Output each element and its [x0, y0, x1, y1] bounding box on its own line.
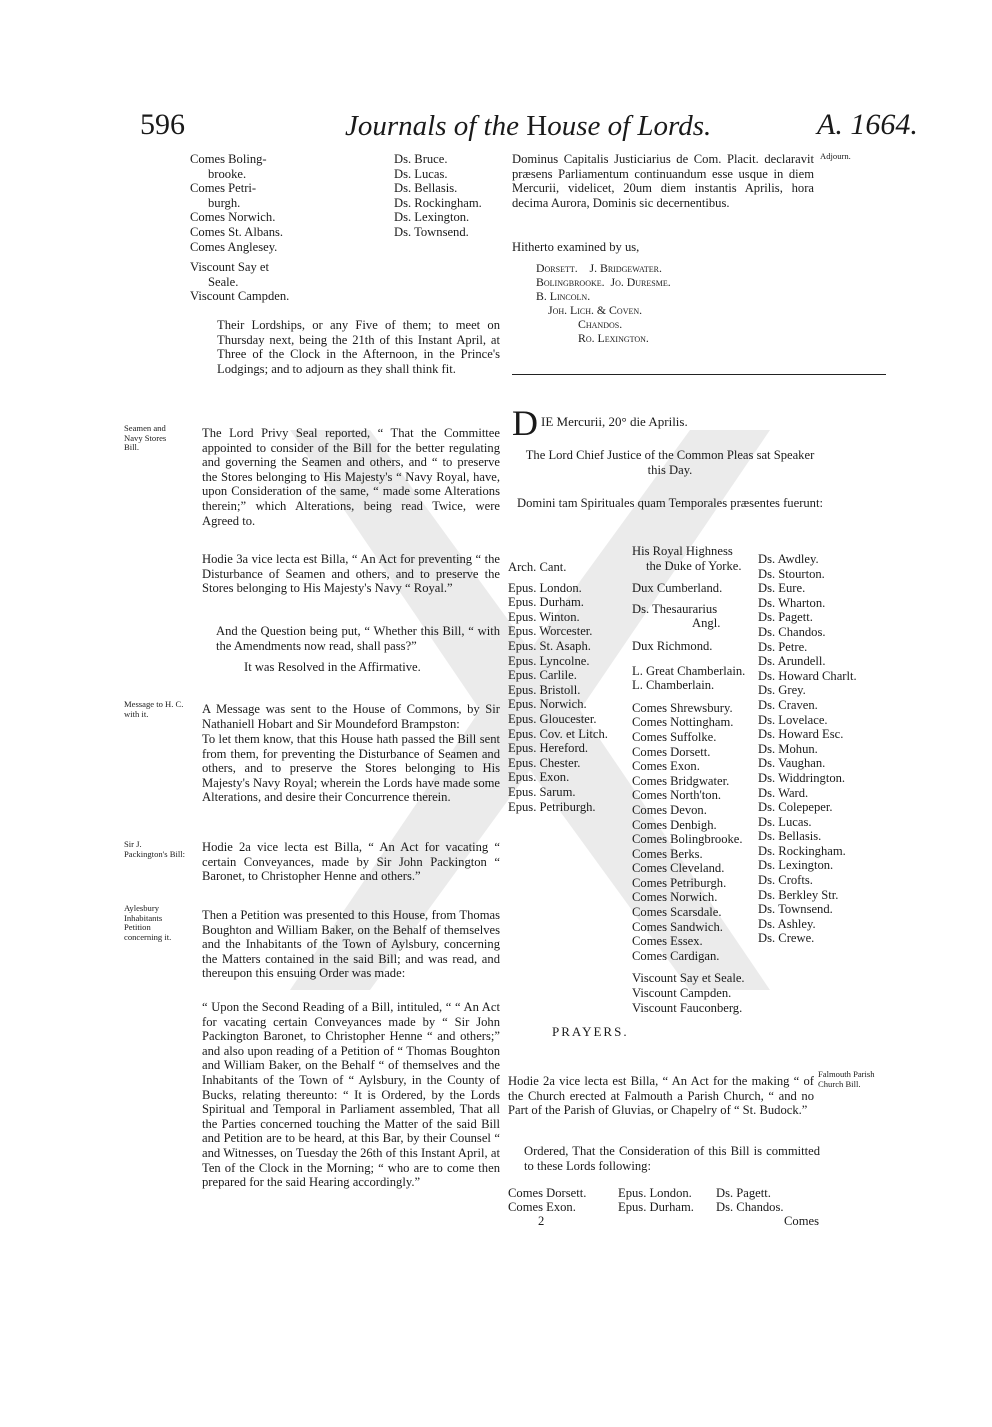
baron: Ds. Craven.: [758, 697, 818, 712]
baron: Ds. Lucas.: [758, 814, 812, 829]
baron: Ds. Vaughan.: [758, 756, 826, 771]
baron: Ds. Mohun.: [758, 741, 818, 756]
peer: Comes Norwich.: [632, 890, 718, 905]
bishop: Arch. Cant.: [508, 560, 567, 574]
signature: Joh. Lich. & Coven.: [548, 303, 643, 317]
peer: Viscount Campden.: [632, 986, 732, 1001]
bishop: Epus. Chester.: [508, 755, 581, 770]
peers-list: [632, 544, 756, 1015]
committee-member: Epus. London.: [618, 1186, 692, 1200]
peer: Comes Bridgwater.: [632, 773, 730, 788]
peer: Comes Cardigan.: [632, 948, 720, 963]
peer: the Duke of Yorke.: [646, 558, 742, 573]
peer: Comes Exon.: [632, 759, 700, 774]
bishop: Epus. Durham.: [508, 595, 584, 610]
bishop: Epus. Petriburgh.: [508, 799, 596, 814]
baron: Ds. Rockingham.: [758, 843, 846, 858]
bishop: Epus. Gloucester.: [508, 711, 597, 726]
peer: Comes Dorsett.: [632, 744, 711, 759]
peer: L. Chamberlain.: [632, 678, 715, 693]
title-mid: H: [526, 110, 548, 142]
committee-list-right: [394, 152, 504, 240]
drop-cap: D: [512, 403, 538, 443]
peer: Angl.: [692, 616, 721, 631]
signature: Bolingbrooke. Jo. Duresme.: [536, 275, 671, 289]
bishop: Epus. Winton.: [508, 609, 580, 624]
ordered-paragraph: Ordered, That the Consideration of this Bill is committed to these Lords following:: [524, 1144, 820, 1173]
prayers-heading: PRAYERS.: [552, 1024, 629, 1039]
baron: Ds. Petre.: [758, 639, 808, 654]
peer: Comes Sandwich.: [632, 919, 723, 934]
bishops-list: [508, 560, 632, 814]
page-year: A. 1664.: [817, 108, 918, 141]
committee-member: Seale.: [208, 274, 239, 289]
paragraph: The Lord Privy Seal reported, “ That the Committee appointed to consider of the Bill for the better regulating and governing the Seamen and others, and “ to preserve the Stores belonging to His Majesty's “ Navy Royal, have, upon Consideration of the same, “ made some Alterations therein;” which Alterations, being read Twice, were Agreed to.: [202, 426, 500, 528]
committee-member: Epus. Durham.: [618, 1200, 694, 1214]
baron: Ds. Bellasis.: [758, 829, 822, 844]
baron: Ds. Eure.: [758, 581, 806, 596]
baron: Ds. Ashley.: [758, 916, 816, 931]
margin-note: Seamen and Navy Stores Bill.: [124, 423, 167, 453]
margin-note: Sir J. Packington's Bill:: [124, 839, 185, 859]
peer: Viscount Fauconberg.: [632, 1000, 743, 1015]
paragraph: Then a Petition was presented to this House, from Thomas Boughton and William Baker, on the Behalf of themselves and the Inhabitants of the Town of Aylsbury, concerning the Matters contained in the said Bill; and was read, and thereupon this ensuing Order was made:: [202, 908, 500, 981]
peer: Comes Scarsdale.: [632, 905, 722, 920]
peer: Comes Berks.: [632, 846, 703, 861]
committee-member: brooke.: [208, 166, 247, 181]
baron: Ds. Berkley Str.: [758, 887, 839, 902]
present: Domini tam Spirituales quam Temporales præsentes fuerunt:: [517, 496, 823, 510]
paragraph: Hodie 2a vice lecta est Billa, “ An Act for the making “ of the Church erected at Falmouth a Parish Church, “ and no Part of the Parish of Gluvias, or Chapelry of “ St. Budock.”: [508, 1074, 814, 1118]
peer: Comes Cleveland.: [632, 861, 725, 876]
committee-member: Ds. Bellasis.: [394, 181, 458, 196]
speaker: The Lord Chief Justice of the Common Pleas sat Speaker this Day.: [525, 448, 815, 477]
paragraph: Hodie 2a vice lecta est Billa, “ An Act for vacating “ certain Conveyances, made by Sir John Packington “ Baronet, to Christopher Henne and others.”: [202, 840, 500, 884]
paragraph: A Message was sent to the House of Commons, by Sir Nathaniell Hobart and Sir Moundeford Brampston:: [202, 702, 500, 731]
peer: Comes Essex.: [632, 934, 703, 949]
question: And the Question being put, “ Whether this Bill, “ with the Amendments now read, shall pass?”: [216, 624, 500, 653]
journal-title: [345, 110, 711, 143]
committee-member: Comes Exon.: [508, 1200, 576, 1214]
committee-member: Comes Norwich.: [190, 210, 276, 225]
signature: Ro. Lexington.: [578, 331, 649, 345]
peer: Ds. Thesaurarius: [632, 601, 718, 616]
baron: Ds. Howard Esc.: [758, 727, 844, 742]
signature: B. Lincoln.: [536, 289, 591, 303]
peer: Dux Cumberland.: [632, 581, 723, 596]
peer: L. Great Chamberlain.: [632, 663, 746, 678]
peer: Comes Denbigh.: [632, 817, 717, 832]
baron: Ds. Townsend.: [758, 902, 833, 917]
baron: Ds. Stourton.: [758, 566, 825, 581]
committee-member: Comes Anglesey.: [190, 239, 278, 254]
peer: Dux Richmond.: [632, 638, 713, 653]
bishop: Epus. St. Asaph.: [508, 638, 591, 653]
baron: Ds. Colepeper.: [758, 800, 833, 815]
peer: Comes Devon.: [632, 802, 707, 817]
margin-note: Aylesbury Inhabitants Petition concerning it.: [124, 903, 172, 942]
peer: Comes North'ton.: [632, 788, 722, 803]
bishop: Epus. Norwich.: [508, 697, 587, 712]
signature: Dorsett. J. Bridgewater.: [536, 261, 662, 275]
sitting-date: [512, 403, 842, 443]
signature: Chandos.: [578, 317, 623, 331]
baron: Ds. Lexington.: [758, 858, 834, 873]
baron: Ds. Grey.: [758, 683, 806, 698]
committee-member: Ds. Townsend.: [394, 224, 469, 239]
baron: Ds. Wharton.: [758, 595, 826, 610]
bishop: Epus. Exon.: [508, 770, 570, 785]
baron: Ds. Crewe.: [758, 931, 815, 946]
committee-member: Ds. Rockingham.: [394, 195, 482, 210]
title-rest: ouse of Lords.: [547, 110, 712, 142]
committee-member: Ds. Pagett.: [716, 1186, 771, 1200]
bishop: Epus. Lyncolne.: [508, 653, 590, 668]
committee-member: Comes Boling-: [190, 152, 267, 166]
bishop: Epus. Hereford.: [508, 741, 589, 756]
bishop: Epus. London.: [508, 580, 582, 595]
committee-member: Comes Petri-: [190, 181, 257, 196]
barons-list: [758, 552, 886, 946]
title-pre: Journals of the: [345, 110, 527, 142]
bishop: Epus. Bristoll.: [508, 682, 581, 697]
paragraph: Hodie 3a vice lecta est Billa, “ An Act for preventing “ the Disturbance of Seamen and others, and to preserve the Stores belonging to His Majesty's Navy “ Royal.”: [202, 552, 500, 596]
margin-note: Adjourn.: [820, 151, 851, 161]
signature-mark: 2: [538, 1214, 545, 1228]
peer: His Royal Highness: [632, 544, 733, 558]
committee-member: Comes St. Albans.: [190, 224, 284, 239]
committee-member: burgh.: [208, 195, 241, 210]
committee-member: Ds. Lucas.: [394, 166, 448, 181]
committee-member: Viscount Campden.: [190, 289, 290, 304]
committee-list-left: [190, 152, 380, 304]
committee-member: Ds. Lexington.: [394, 210, 470, 225]
baron: Ds. Lovelace.: [758, 712, 828, 727]
baron: Ds. Howard Charlt.: [758, 668, 857, 683]
section-rule: [512, 374, 886, 375]
peer: Comes Petriburgh.: [632, 875, 727, 890]
examined: Hitherto examined by us,: [512, 240, 640, 254]
committee-member: Viscount Say et: [190, 260, 269, 275]
meeting-paragraph: Their Lordships, or any Five of them; to meet on Thursday next, being the 21th of this Instant April, at Three of the Clock in the Afternoon, in the Prince's Lodgings; and to adjourn as they shall think fit.: [217, 318, 500, 376]
baron: Ds. Arundell.: [758, 654, 826, 669]
baron: Ds. Widdrington.: [758, 770, 846, 785]
baron: Ds. Ward.: [758, 785, 809, 800]
committee-member: Comes Dorsett.: [508, 1186, 587, 1200]
baron: Ds. Crofts.: [758, 873, 813, 888]
page-number: 596: [140, 108, 185, 141]
baron: Ds. Awdley.: [758, 552, 819, 566]
peer: Comes Shrewsbury.: [632, 700, 733, 715]
margin-note: Falmouth Parish Church Bill.: [818, 1069, 875, 1089]
baron: Ds. Pagett.: [758, 610, 813, 625]
peer: Comes Suffolke.: [632, 729, 717, 744]
bishop: Epus. Cov. et Litch.: [508, 726, 608, 741]
baron: Ds. Chandos.: [758, 624, 826, 639]
bishop: Epus. Carlile.: [508, 668, 577, 683]
bishop: Epus. Sarum.: [508, 784, 576, 799]
peer: Comes Nottingham.: [632, 715, 734, 730]
peer: Comes Bolingbrooke.: [632, 832, 743, 847]
resolved: It was Resolved in the Affirmative.: [244, 660, 421, 674]
adjourn-paragraph: Dominus Capitalis Justiciarius de Com. Placit. declaravit præsens Parliamentum continuandum esse usque in diem Mercurii, videlicet, 20um diem instantis Aprilis, hora decima Aurora, Dominis sic decernentibus.: [512, 152, 814, 210]
committee-member: Ds. Chandos.: [716, 1200, 784, 1214]
paragraph: To let them know, that this House hath passed the Bill sent from them, for preventing the Disturbance of Seamen and others, and to preserve the Stores belonging to His Majesty's Navy Royal; wherein the Lords have made some Alterations, and desire their Concurrence therein.: [202, 732, 500, 805]
bishop: Epus. Worcester.: [508, 624, 593, 639]
committee-member: Ds. Bruce.: [394, 152, 448, 166]
margin-note: Message to H. C. with it.: [124, 699, 184, 719]
catchword: Comes: [784, 1214, 819, 1228]
peer: Viscount Say et Seale.: [632, 971, 745, 986]
date-text: IE Mercurii, 20° die Aprilis.: [541, 414, 688, 429]
order: “ Upon the Second Reading of a Bill, intituled, “ “ An Act for vacating certain Conveyances made by “ Sir John Packington Baronet, to Christopher Henne “ and others;” and also upon reading of a Petition of “ Thomas Boughton and William Baker, on the Behalf “ of themselves and the Inhabitants of the Town of “ Aylsbury, in the County of Bucks, relating thereunto: “ It is Ordered, by the Lords Spiritual and Temporal in Parliament assembled, That all the Parties concerned touching the Matter of the said Bill and Petition are to be heard, at this Bar, by their Counsel “ and Witnesses, on Tuesday the 26th of this Instant April, at Ten of the Clock in the Morning; “ who are to come then prepared for the said Hearing accordingly.”: [202, 1000, 500, 1190]
